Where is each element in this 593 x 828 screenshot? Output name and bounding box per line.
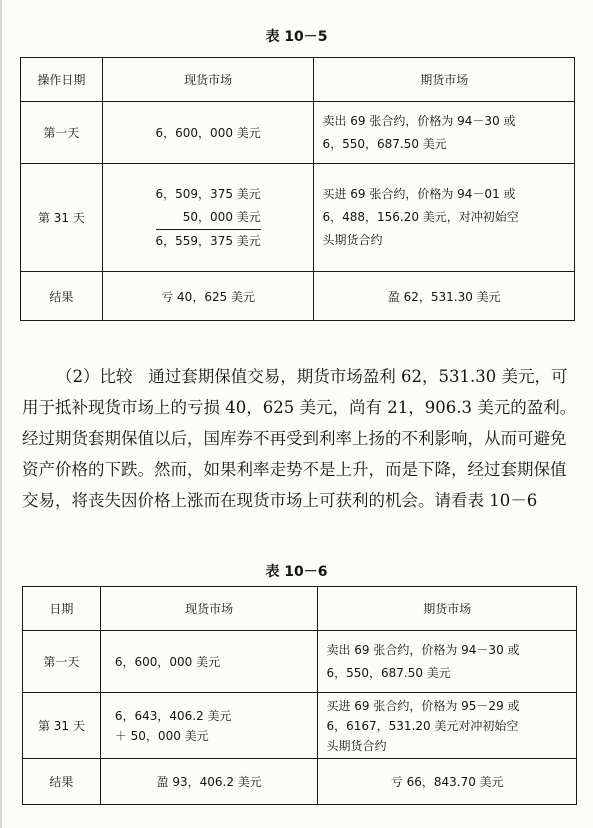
header-spot-market: 现货市场 xyxy=(100,587,318,631)
futures-cell xyxy=(314,102,575,164)
header-date: 日期 xyxy=(23,587,101,631)
spot-result: 盈 93，406.2 美元 xyxy=(100,759,318,805)
futures-cell xyxy=(318,693,577,759)
table2-row-result xyxy=(23,759,577,805)
spot-value: 6，600，000 美元 xyxy=(155,126,261,140)
spot-value: 50，000 美元 xyxy=(156,206,261,230)
spot-cell xyxy=(102,102,314,164)
hedge-table-10-6 xyxy=(22,586,577,805)
spot-sum: 6，559，375 美元 xyxy=(155,233,261,248)
futures-line: 6，6167，531.20 美元对冲初始空 xyxy=(326,718,519,733)
table1-row-day31 xyxy=(21,164,575,272)
row-date: 结果 xyxy=(21,272,103,321)
spot-value: ＋ 50，000 美元 xyxy=(114,728,209,743)
futures-line: 买进 69 张合约，价格为 95－29 或 xyxy=(326,698,520,713)
spot-value: 6，643，406.2 美元 xyxy=(114,708,232,723)
futures-line: 头期货合约 xyxy=(326,738,387,753)
table1-header-row xyxy=(21,58,575,102)
row-date: 第 31 天 xyxy=(23,693,101,759)
spot-value: 6，509，375 美元 xyxy=(155,186,261,201)
paragraph-heading: （2）比较 xyxy=(56,367,133,386)
spot-result: 亏 40，625 美元 xyxy=(102,272,314,321)
futures-line: 6，550，687.50 美元 xyxy=(326,665,451,680)
header-spot-market: 现货市场 xyxy=(102,58,314,102)
futures-line: 6，488，156.20 美元，对冲初始空 xyxy=(322,210,519,224)
hedge-table-10-5 xyxy=(20,57,575,321)
futures-result: 盈 62，531.30 美元 xyxy=(314,272,575,321)
header-futures-market: 期货市场 xyxy=(318,587,577,631)
header-date: 操作日期 xyxy=(21,58,103,102)
paragraph-body: 通过套期保值交易，期货市场盈利 62，531.30 美元，可用于抵补现货市场上的亏损 40，625 美元，尚有 21，906.3 美元的盈利。经过期货套期保值以后，国库券不再受到利率上扬的不利影响，从而可避免资产价格的下跌。然而，如果利率走势不是上升，而是下降，经过套期保值交易，将丧失因价格上涨而在现货市场上可获利的机会。请看表 10－6 xyxy=(22,367,577,510)
futures-cell xyxy=(318,631,577,693)
futures-line: 买进 69 张合约，价格为 94－01 或 xyxy=(322,187,516,201)
spot-cell xyxy=(100,631,318,693)
row-date: 第一天 xyxy=(23,631,101,693)
futures-line: 6，550，687.50 美元 xyxy=(322,136,447,151)
row-date: 结果 xyxy=(23,759,101,805)
table2-caption: 表 10－6 xyxy=(265,564,328,580)
futures-line: 卖出 69 张合约，价格为 94－30 或 xyxy=(322,113,516,128)
spot-cell xyxy=(100,693,318,759)
futures-cell xyxy=(314,164,575,272)
futures-result: 亏 66，843.70 美元 xyxy=(318,759,577,805)
row-date: 第 31 天 xyxy=(21,164,103,272)
table1-row-result xyxy=(21,272,575,321)
table1-caption: 表 10－5 xyxy=(265,29,328,45)
futures-line: 头期货合约 xyxy=(322,233,383,247)
spot-value: 6，600，000 美元 xyxy=(114,655,221,669)
table2-row-day1 xyxy=(23,631,577,693)
comparison-paragraph xyxy=(22,361,578,516)
table2-row-day31 xyxy=(23,693,577,759)
spot-cell xyxy=(102,164,314,272)
table1-row-day1 xyxy=(21,102,575,164)
header-futures-market: 期货市场 xyxy=(314,58,575,102)
futures-line: 卖出 69 张合约，价格为 94－30 或 xyxy=(326,642,520,657)
spot-calculation xyxy=(156,183,261,253)
row-date: 第一天 xyxy=(21,102,103,164)
table2-header-row xyxy=(23,587,577,631)
